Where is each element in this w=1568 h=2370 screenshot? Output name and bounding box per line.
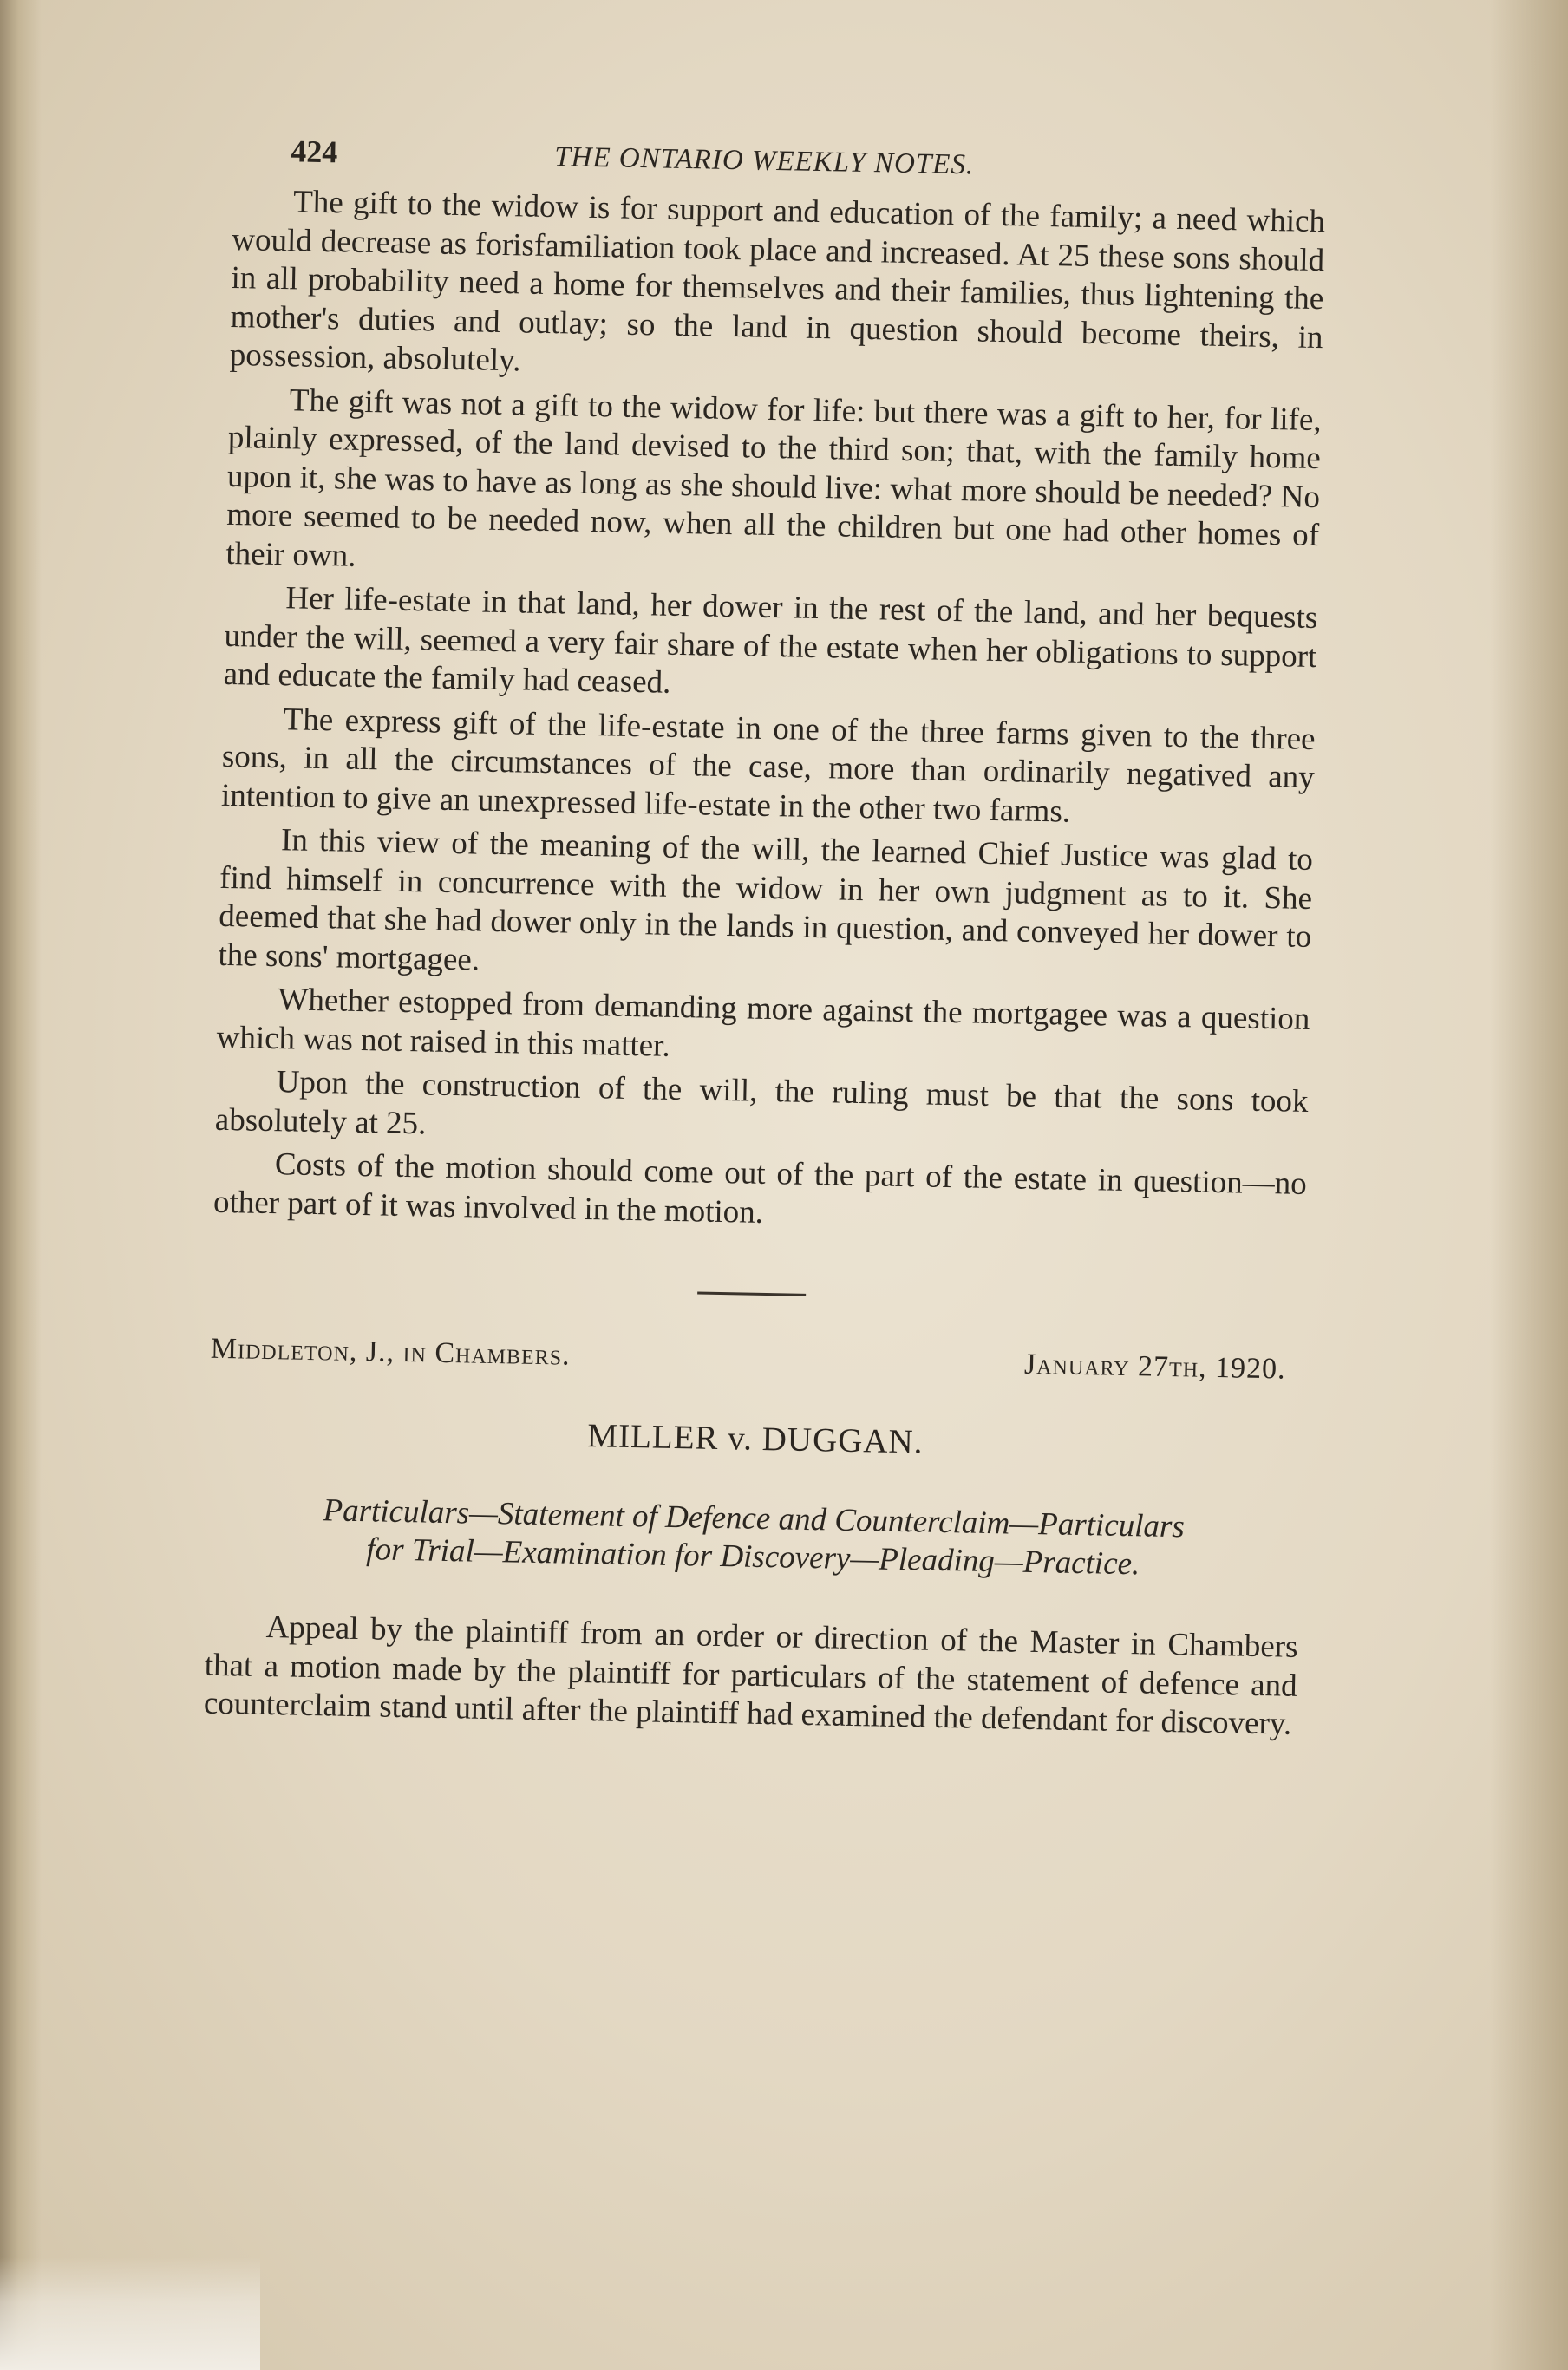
headnote-line: Particulars—Statement of Defence and Counterclaim—Particulars [323, 1492, 1186, 1545]
headnote-line: for Trial—Examination for Discovery—Pleading—Practice. [366, 1531, 1140, 1583]
case-title: MILLER v. DUGGAN. [587, 1417, 924, 1461]
case-date: January 27th, 1920. [1023, 1348, 1286, 1386]
judgment-text [213, 182, 1326, 1243]
case-meta [210, 1333, 1303, 1406]
section-divider [697, 1292, 806, 1296]
paragraph: The gift was not a gift to the widow for life: but there was a gift to her, for life, plainly expressed, of the land devised to the third son; that, with the family home upon it, she was to have as long as she should live: what more should be needed? No more seemed to be needed now, when all the children but one had other homes of their own. [225, 382, 1323, 574]
appeal-text [204, 1608, 1298, 1745]
binding-shadow [0, 0, 42, 2370]
paragraph: The gift to the widow is for support and education of the family; a need which would decrease as forisfamiliation took place and increased. At 25 these sons should in all probability need a home for themselves and their families, thus lightening the mother's duties and outlay; so the land in question should become theirs, in possession, absolutely. [229, 184, 1326, 379]
judge-line: Middleton, J., in Chambers. [210, 1332, 571, 1372]
paragraph: Whether estopped from demanding more against the mortgagee was a question which was not raised in this matter. [216, 982, 1310, 1064]
page-content [204, 121, 1327, 1744]
page-edge-shadow [1490, 0, 1568, 2370]
paragraph: The express gift of the life-estate in one of the three farms given to the three sons, in all the circumstances of the case, more than ordinarily negatived any intention to give an unexpressed life-estate in the other two farms. [220, 701, 1316, 830]
paragraph: Her life-estate in that land, her dower in the rest of the land, and her bequests under the will, seemed a very fair share of the estate when her obligations to support and educate the family had ceased. [223, 580, 1318, 701]
headnote [206, 1490, 1300, 1587]
page-number: 424 [290, 134, 338, 170]
paragraph: Costs of the motion should come out of the part of the estate in question—no other part of it was involved in the motion. [212, 1146, 1308, 1231]
paragraph: Appeal by the plaintiff from an order or direction of the Master in Chambers that a motion made by the plaintiff for particulars of the statement of defence and counterclaim stand until after the plaintiff had examined the defendant for discovery. [203, 1609, 1298, 1742]
journal-title: THE ONTARIO WEEKLY NOTES. [553, 141, 975, 181]
paragraph: In this view of the meaning of the will, the learned Chief Justice was glad to find himself in concurrence with the widow in her own judgment as to it. She deemed that she had dower only in the lands in question, and conveyed her dower to the sons' mortgagee. [218, 822, 1314, 978]
page-fold [0, 2257, 260, 2370]
paragraph: Upon the construction of the will, the ruling must be that the sons took absolutely at 25. [214, 1064, 1309, 1141]
